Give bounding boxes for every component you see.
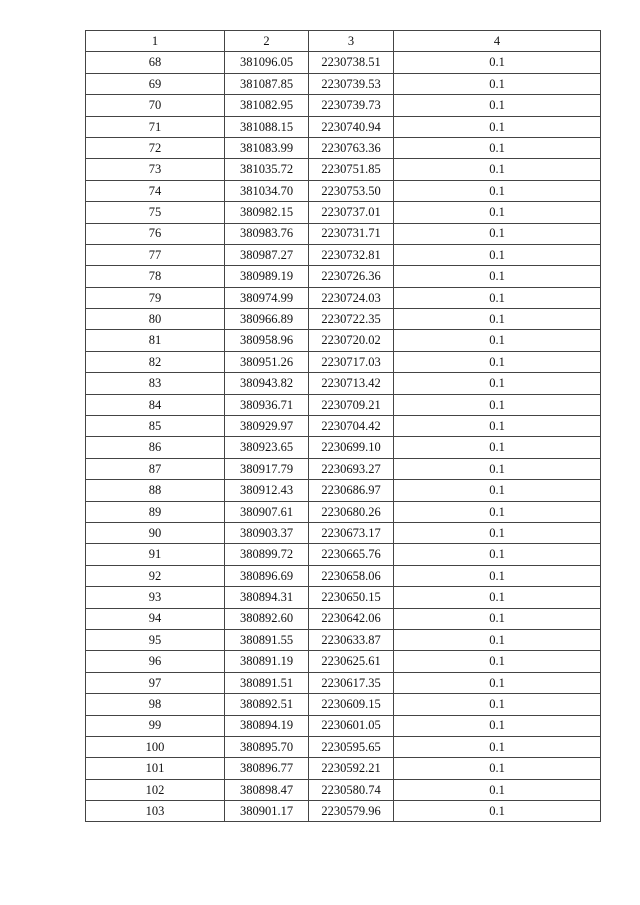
point-number-cell: 79 xyxy=(86,287,225,308)
value-cell: 0.1 xyxy=(394,715,601,736)
point-number-cell: 98 xyxy=(86,694,225,715)
table-row xyxy=(86,287,601,308)
x-coordinate-cell: 380982.15 xyxy=(225,202,309,223)
point-number-cell: 90 xyxy=(86,522,225,543)
x-coordinate-cell: 380936.71 xyxy=(225,394,309,415)
y-coordinate-cell: 2230751.85 xyxy=(309,159,394,180)
point-number-cell: 83 xyxy=(86,373,225,394)
value-cell: 0.1 xyxy=(394,544,601,565)
point-number-cell: 101 xyxy=(86,758,225,779)
table-row xyxy=(86,73,601,94)
value-cell: 0.1 xyxy=(394,501,601,522)
point-number-cell: 87 xyxy=(86,458,225,479)
table-row xyxy=(86,522,601,543)
value-cell: 0.1 xyxy=(394,244,601,265)
value-cell: 0.1 xyxy=(394,52,601,73)
x-coordinate-cell: 380917.79 xyxy=(225,458,309,479)
value-cell: 0.1 xyxy=(394,159,601,180)
x-coordinate-cell: 380943.82 xyxy=(225,373,309,394)
y-coordinate-cell: 2230673.17 xyxy=(309,522,394,543)
table-row xyxy=(86,180,601,201)
table-row xyxy=(86,351,601,372)
table-row xyxy=(86,95,601,116)
point-number-cell: 77 xyxy=(86,244,225,265)
point-number-cell: 76 xyxy=(86,223,225,244)
table-row xyxy=(86,608,601,629)
point-number-cell: 78 xyxy=(86,266,225,287)
value-cell: 0.1 xyxy=(394,522,601,543)
y-coordinate-cell: 2230724.03 xyxy=(309,287,394,308)
point-number-cell: 99 xyxy=(86,715,225,736)
point-number-cell: 73 xyxy=(86,159,225,180)
table-body xyxy=(86,52,601,822)
x-coordinate-cell: 380892.51 xyxy=(225,694,309,715)
y-coordinate-cell: 2230713.42 xyxy=(309,373,394,394)
y-coordinate-cell: 2230625.61 xyxy=(309,651,394,672)
table-row xyxy=(86,330,601,351)
x-coordinate-cell: 380896.69 xyxy=(225,565,309,586)
table-header-row xyxy=(86,31,601,52)
table-row xyxy=(86,137,601,158)
y-coordinate-cell: 2230617.35 xyxy=(309,672,394,693)
table-row xyxy=(86,223,601,244)
x-coordinate-cell: 380903.37 xyxy=(225,522,309,543)
value-cell: 0.1 xyxy=(394,672,601,693)
value-cell: 0.1 xyxy=(394,416,601,437)
point-number-cell: 95 xyxy=(86,629,225,650)
value-cell: 0.1 xyxy=(394,287,601,308)
x-coordinate-cell: 380895.70 xyxy=(225,736,309,757)
table-row xyxy=(86,52,601,73)
point-number-cell: 103 xyxy=(86,801,225,822)
point-number-cell: 100 xyxy=(86,736,225,757)
x-coordinate-cell: 380987.27 xyxy=(225,244,309,265)
x-coordinate-cell: 381088.15 xyxy=(225,116,309,137)
y-coordinate-cell: 2230699.10 xyxy=(309,437,394,458)
y-coordinate-cell: 2230740.94 xyxy=(309,116,394,137)
x-coordinate-cell: 381096.05 xyxy=(225,52,309,73)
table-row xyxy=(86,672,601,693)
value-cell: 0.1 xyxy=(394,565,601,586)
y-coordinate-cell: 2230592.21 xyxy=(309,758,394,779)
table-row xyxy=(86,715,601,736)
value-cell: 0.1 xyxy=(394,180,601,201)
x-coordinate-cell: 381083.99 xyxy=(225,137,309,158)
table-row xyxy=(86,629,601,650)
y-coordinate-cell: 2230732.81 xyxy=(309,244,394,265)
table-row xyxy=(86,501,601,522)
x-coordinate-cell: 381035.72 xyxy=(225,159,309,180)
x-coordinate-cell: 380912.43 xyxy=(225,480,309,501)
value-cell: 0.1 xyxy=(394,95,601,116)
point-number-cell: 91 xyxy=(86,544,225,565)
value-cell: 0.1 xyxy=(394,351,601,372)
y-coordinate-cell: 2230642.06 xyxy=(309,608,394,629)
y-coordinate-cell: 2230731.71 xyxy=(309,223,394,244)
value-cell: 0.1 xyxy=(394,116,601,137)
table-row xyxy=(86,373,601,394)
x-coordinate-cell: 380898.47 xyxy=(225,779,309,800)
point-number-cell: 94 xyxy=(86,608,225,629)
value-cell: 0.1 xyxy=(394,736,601,757)
table-row xyxy=(86,544,601,565)
x-coordinate-cell: 380894.19 xyxy=(225,715,309,736)
table-row xyxy=(86,587,601,608)
table-row xyxy=(86,309,601,330)
point-number-cell: 71 xyxy=(86,116,225,137)
point-number-cell: 72 xyxy=(86,137,225,158)
value-cell: 0.1 xyxy=(394,309,601,330)
table-row xyxy=(86,651,601,672)
x-coordinate-cell: 380983.76 xyxy=(225,223,309,244)
value-cell: 0.1 xyxy=(394,587,601,608)
value-cell: 0.1 xyxy=(394,758,601,779)
y-coordinate-cell: 2230739.53 xyxy=(309,73,394,94)
x-coordinate-cell: 380899.72 xyxy=(225,544,309,565)
value-cell: 0.1 xyxy=(394,437,601,458)
point-number-cell: 75 xyxy=(86,202,225,223)
table-row xyxy=(86,416,601,437)
y-coordinate-cell: 2230717.03 xyxy=(309,351,394,372)
value-cell: 0.1 xyxy=(394,458,601,479)
y-coordinate-cell: 2230595.65 xyxy=(309,736,394,757)
value-cell: 0.1 xyxy=(394,330,601,351)
y-coordinate-cell: 2230726.36 xyxy=(309,266,394,287)
y-coordinate-cell: 2230722.35 xyxy=(309,309,394,330)
y-coordinate-cell: 2230738.51 xyxy=(309,52,394,73)
x-coordinate-cell: 381034.70 xyxy=(225,180,309,201)
x-coordinate-cell: 381082.95 xyxy=(225,95,309,116)
x-coordinate-cell: 380989.19 xyxy=(225,266,309,287)
x-coordinate-cell: 380892.60 xyxy=(225,608,309,629)
x-coordinate-cell: 380894.31 xyxy=(225,587,309,608)
table-row xyxy=(86,480,601,501)
table-row xyxy=(86,394,601,415)
point-number-cell: 97 xyxy=(86,672,225,693)
y-coordinate-cell: 2230665.76 xyxy=(309,544,394,565)
table-row xyxy=(86,736,601,757)
point-number-cell: 81 xyxy=(86,330,225,351)
table-row xyxy=(86,694,601,715)
point-number-cell: 86 xyxy=(86,437,225,458)
y-coordinate-cell: 2230658.06 xyxy=(309,565,394,586)
coordinate-table xyxy=(85,30,601,822)
x-coordinate-cell: 380891.55 xyxy=(225,629,309,650)
point-number-cell: 70 xyxy=(86,95,225,116)
x-coordinate-cell: 381087.85 xyxy=(225,73,309,94)
value-cell: 0.1 xyxy=(394,266,601,287)
point-number-cell: 68 xyxy=(86,52,225,73)
point-number-cell: 85 xyxy=(86,416,225,437)
x-coordinate-cell: 380891.51 xyxy=(225,672,309,693)
value-cell: 0.1 xyxy=(394,651,601,672)
point-number-cell: 80 xyxy=(86,309,225,330)
value-cell: 0.1 xyxy=(394,202,601,223)
y-coordinate-cell: 2230704.42 xyxy=(309,416,394,437)
value-cell: 0.1 xyxy=(394,694,601,715)
y-coordinate-cell: 2230763.36 xyxy=(309,137,394,158)
x-coordinate-cell: 380951.26 xyxy=(225,351,309,372)
y-coordinate-cell: 2230650.15 xyxy=(309,587,394,608)
table-row xyxy=(86,159,601,180)
table-row xyxy=(86,437,601,458)
x-coordinate-cell: 380966.89 xyxy=(225,309,309,330)
point-number-cell: 92 xyxy=(86,565,225,586)
y-coordinate-cell: 2230739.73 xyxy=(309,95,394,116)
point-number-cell: 74 xyxy=(86,180,225,201)
y-coordinate-cell: 2230753.50 xyxy=(309,180,394,201)
table-row xyxy=(86,458,601,479)
table-row xyxy=(86,801,601,822)
value-cell: 0.1 xyxy=(394,137,601,158)
point-number-cell: 93 xyxy=(86,587,225,608)
y-coordinate-cell: 2230737.01 xyxy=(309,202,394,223)
value-cell: 0.1 xyxy=(394,223,601,244)
point-number-cell: 102 xyxy=(86,779,225,800)
y-coordinate-cell: 2230686.97 xyxy=(309,480,394,501)
value-cell: 0.1 xyxy=(394,608,601,629)
y-coordinate-cell: 2230693.27 xyxy=(309,458,394,479)
y-coordinate-cell: 2230579.96 xyxy=(309,801,394,822)
x-coordinate-cell: 380958.96 xyxy=(225,330,309,351)
column-header: 3 xyxy=(309,31,394,52)
x-coordinate-cell: 380923.65 xyxy=(225,437,309,458)
value-cell: 0.1 xyxy=(394,373,601,394)
y-coordinate-cell: 2230709.21 xyxy=(309,394,394,415)
table-row xyxy=(86,565,601,586)
x-coordinate-cell: 380891.19 xyxy=(225,651,309,672)
y-coordinate-cell: 2230580.74 xyxy=(309,779,394,800)
x-coordinate-cell: 380896.77 xyxy=(225,758,309,779)
table-row xyxy=(86,266,601,287)
value-cell: 0.1 xyxy=(394,779,601,800)
table-row xyxy=(86,116,601,137)
value-cell: 0.1 xyxy=(394,480,601,501)
column-header: 1 xyxy=(86,31,225,52)
value-cell: 0.1 xyxy=(394,801,601,822)
table-row xyxy=(86,244,601,265)
column-header: 2 xyxy=(225,31,309,52)
point-number-cell: 82 xyxy=(86,351,225,372)
y-coordinate-cell: 2230609.15 xyxy=(309,694,394,715)
point-number-cell: 96 xyxy=(86,651,225,672)
table-row xyxy=(86,758,601,779)
value-cell: 0.1 xyxy=(394,629,601,650)
point-number-cell: 89 xyxy=(86,501,225,522)
x-coordinate-cell: 380901.17 xyxy=(225,801,309,822)
point-number-cell: 88 xyxy=(86,480,225,501)
table-row xyxy=(86,779,601,800)
point-number-cell: 84 xyxy=(86,394,225,415)
value-cell: 0.1 xyxy=(394,73,601,94)
value-cell: 0.1 xyxy=(394,394,601,415)
point-number-cell: 69 xyxy=(86,73,225,94)
column-header: 4 xyxy=(394,31,601,52)
x-coordinate-cell: 380974.99 xyxy=(225,287,309,308)
y-coordinate-cell: 2230680.26 xyxy=(309,501,394,522)
x-coordinate-cell: 380929.97 xyxy=(225,416,309,437)
y-coordinate-cell: 2230720.02 xyxy=(309,330,394,351)
y-coordinate-cell: 2230633.87 xyxy=(309,629,394,650)
table-row xyxy=(86,202,601,223)
x-coordinate-cell: 380907.61 xyxy=(225,501,309,522)
y-coordinate-cell: 2230601.05 xyxy=(309,715,394,736)
